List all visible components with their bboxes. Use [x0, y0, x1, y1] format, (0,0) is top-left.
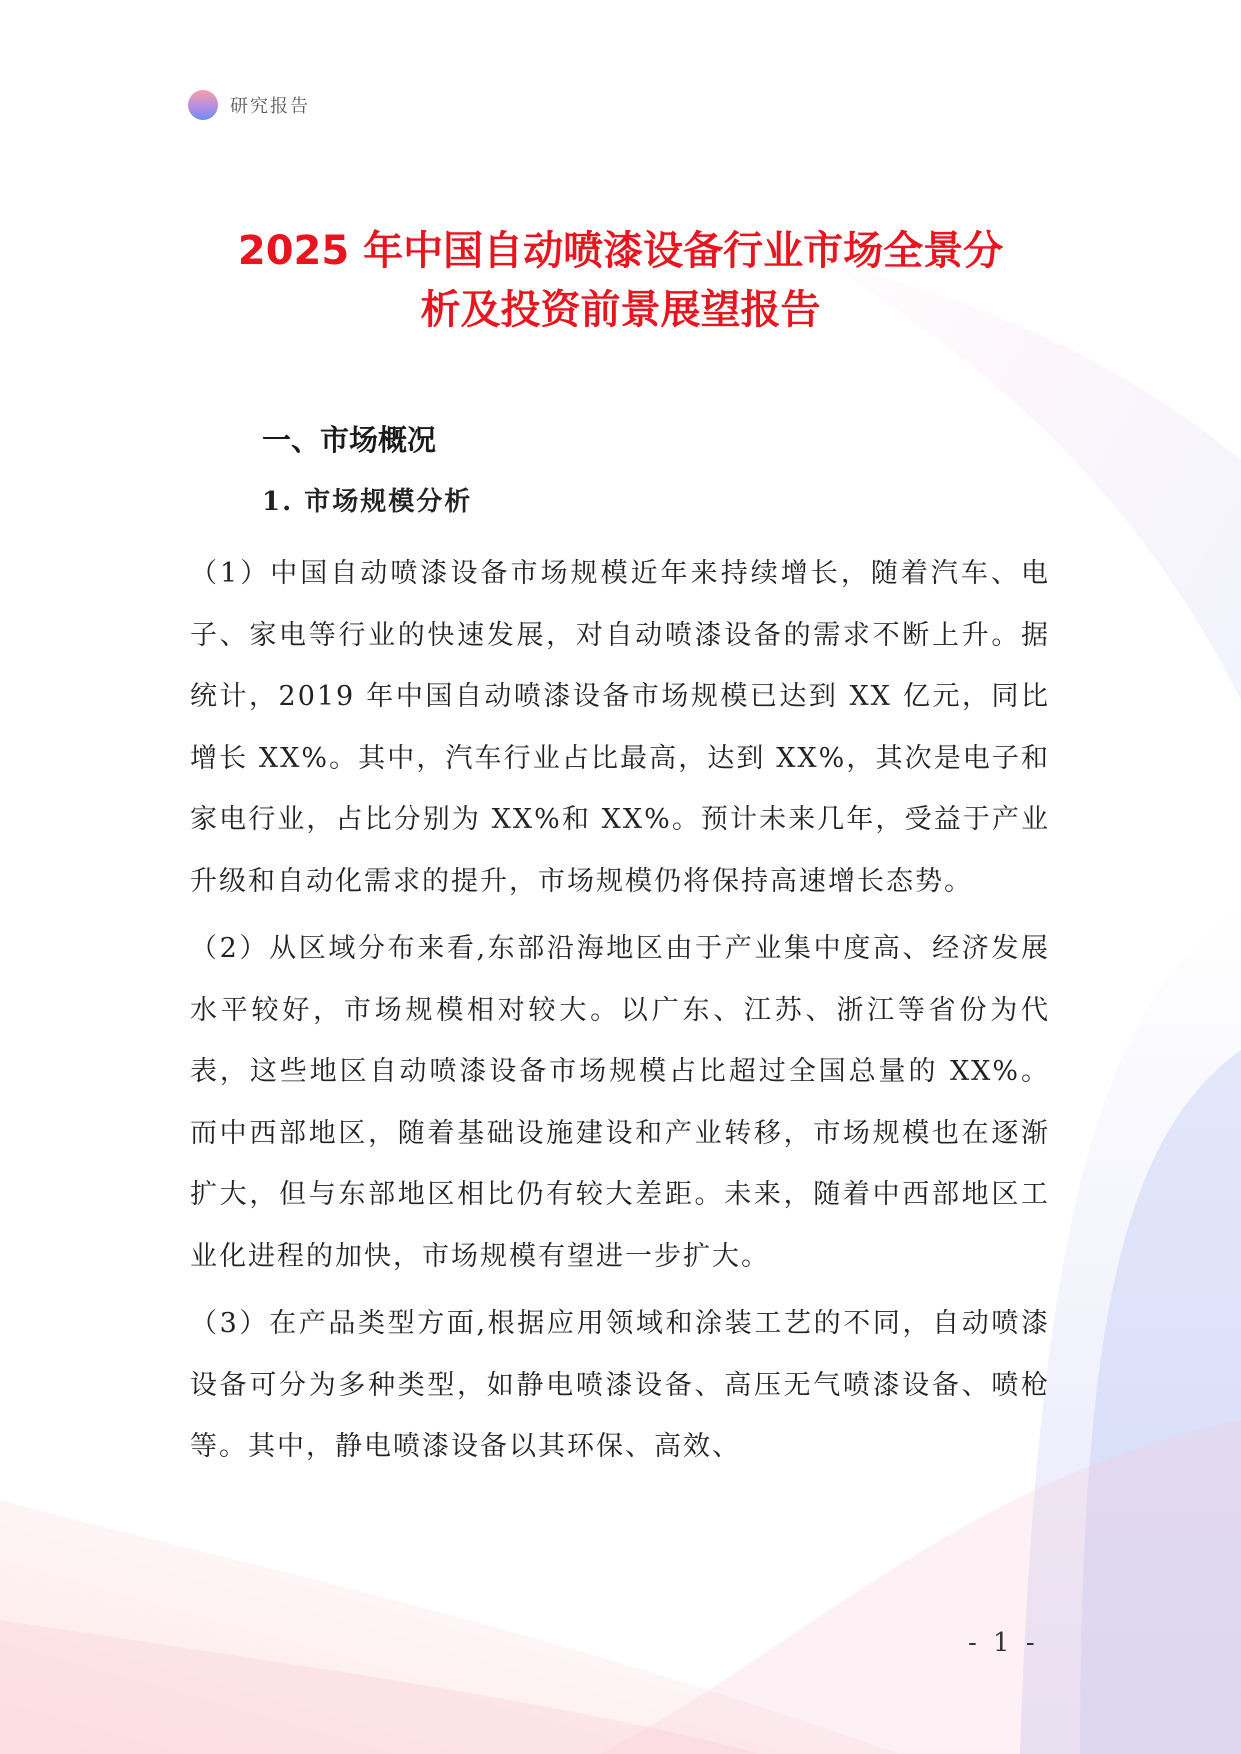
title-line-2: 析及投资前景展望报告 — [420, 287, 821, 333]
brand-label: 研究报告 — [230, 96, 310, 117]
page-number: - 1 - — [968, 1628, 1039, 1658]
brand-logo-icon — [188, 90, 218, 120]
paragraph-2: （2）从区域分布来看,东部沿海地区由于产业集中度高、经济发展水平较好，市场规模相对较大。以广东、江苏、浙江等省份为代表，这些地区自动喷漆设备市场规模占比超过全国总量的 XX%。而中西部地区，随着基础设施建设和产业转移，市场规模也在逐渐扩大，但与东部地区相比仍有较大差距。未来，随着中西部地区工业化进程的加快，市场规模有望进一步扩大。 — [190, 933, 1050, 1272]
body-text — [190, 543, 1050, 1484]
section-heading: 一、市场概况 — [262, 423, 437, 457]
paragraph-3: （3）在产品类型方面,根据应用领域和涂装工艺的不同，自动喷漆设备可分为多种类型，如静电喷漆设备、高压无气喷漆设备、喷枪等。其中，静电喷漆设备以其环保、高效、 — [190, 1308, 1050, 1462]
paragraph-1: （1）中国自动喷漆设备市场规模近年来持续增长，随着汽车、电子、家电等行业的快速发展，对自动喷漆设备的需求不断上升。据统计，2019 年中国自动喷漆设备市场规模已达到 XX 亿元，同比增长 XX%。其中，汽车行业占比最高，达到 XX%，其次是电子和家电行业，占比分别为 XX%和 XX%。预计未来几年，受益于产业升级和自动化需求的提升，市场规模仍将保持高速增长态势。 — [190, 558, 1050, 897]
subsection-heading: 1. 市场规模分析 — [262, 487, 473, 517]
document-title — [150, 222, 1091, 340]
title-line-1: 2025 年中国自动喷漆设备行业市场全景分 — [237, 228, 1004, 274]
header-brand — [188, 90, 310, 120]
